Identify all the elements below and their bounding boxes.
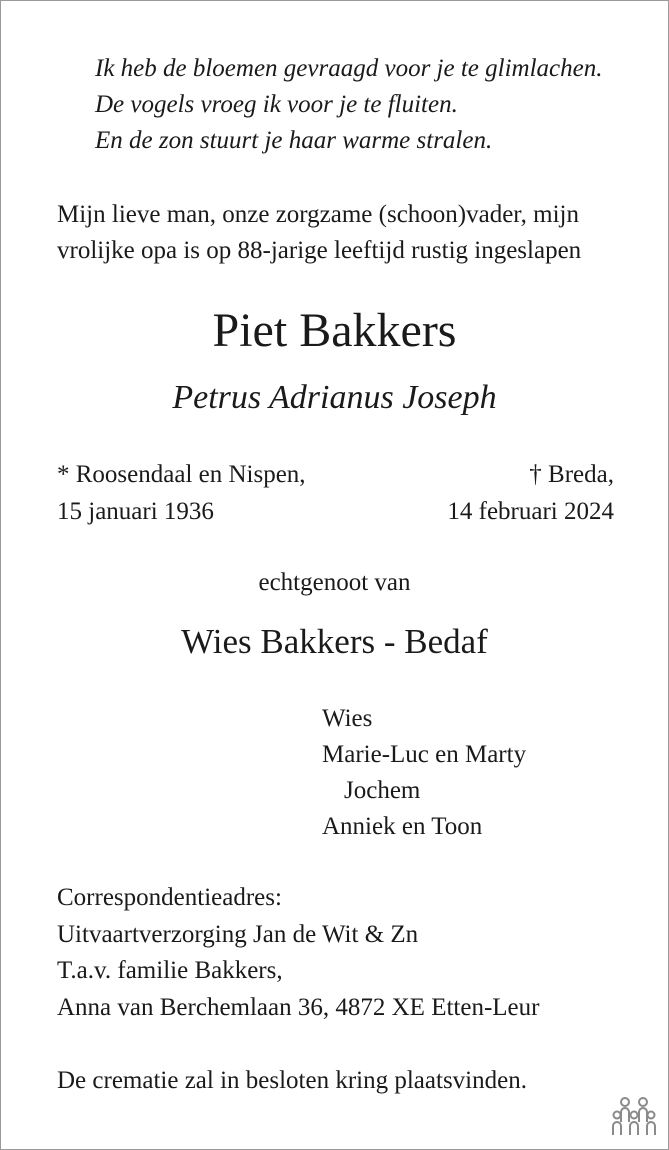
correspondence-heading: Correspondentieadres:	[57, 884, 282, 911]
poem-line-2: De vogels vroeg ik voor je te fluiten.	[95, 91, 458, 118]
intro-line-2: vrolijke opa is op 88-jarige leeftijd rustig ingeslapen	[57, 237, 582, 264]
correspondence-line: Uitvaartverzorging Jan de Wit & Zn	[57, 921, 419, 948]
death-place: † Breda,	[529, 461, 614, 488]
poem-line-3: En de zon stuurt je haar warme stralen.	[95, 127, 493, 154]
birth-date: 15 januari 1936	[57, 498, 214, 525]
poem-line-1: Ik heb de bloemen gevraagd voor je te glimlachen.	[95, 55, 603, 82]
family-member: Marie-Luc en Marty	[322, 741, 527, 768]
death-date: 14 februari 2024	[447, 498, 614, 525]
family-member: Wies	[322, 705, 373, 732]
intro-line-1: Mijn lieve man, onze zorgzame (schoon)vader, mijn	[57, 201, 579, 228]
correspondence-line: T.a.v. familie Bakkers,	[57, 957, 283, 984]
family-people-icon	[612, 1096, 656, 1136]
spouse-name: Wies Bakkers - Bedaf	[181, 622, 488, 661]
deceased-name: Piet Bakkers	[212, 304, 457, 357]
closing-line: De crematie zal in besloten kring plaatsvinden.	[57, 1067, 527, 1094]
birth-place: * Roosendaal en Nispen,	[57, 461, 306, 488]
spouse-label: echtgenoot van	[258, 569, 411, 596]
family-member: Jochem	[344, 777, 421, 804]
family-member: Anniek en Toon	[322, 813, 483, 840]
deceased-given-names: Petrus Adrianus Joseph	[172, 379, 497, 416]
correspondence-line: Anna van Berchemlaan 36, 4872 XE Etten-Leur	[57, 994, 540, 1021]
